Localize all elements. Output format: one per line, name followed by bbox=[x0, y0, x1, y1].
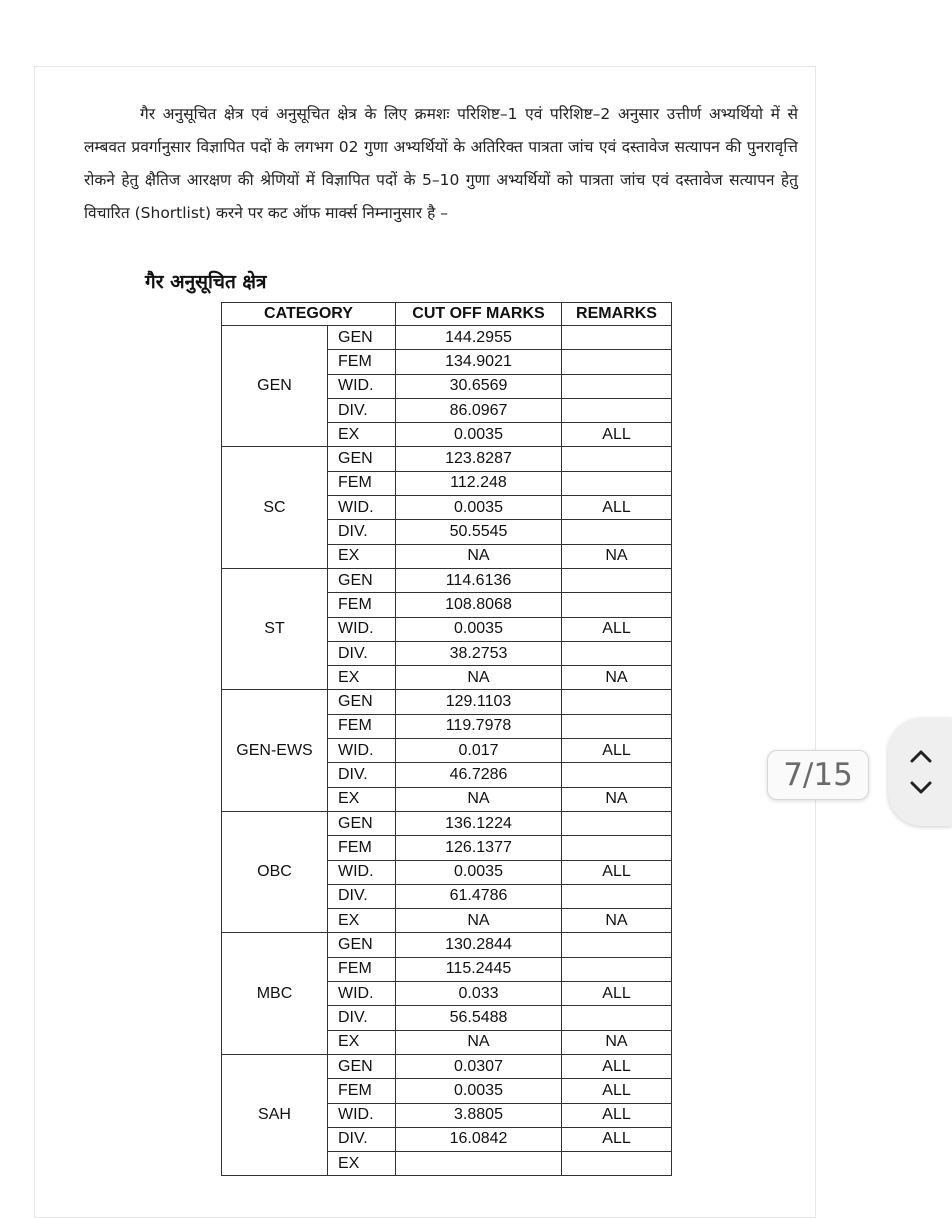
intro-paragraph: गैर अनुसूचित क्षेत्र एवं अनुसूचित क्षेत्र के लिए क्रमशः परिशिष्ट–1 एवं परिशिष्ट–2 अनुसार उत्तीर्ण अभ्यर्थियो में से लम्बवत प्रवर्गानुसार विज्ञापित पदों के लगभग 02 गुणा अभ्यर्थियों के अतिरिक्त पात्रता जांच एवं दस्तावेज सत्यापन की पुनरावृत्ति रोकने हेतु क्षैतिज आरक्षण की श्रेणियों में विज्ञापित पदों के 5–10 गुणा अभ्यर्थियों को पात्रता जांच एवं दस्तावेज सत्यापन हेतु विचारित (Shortlist) करने पर कट ऑफ मार्क्स निम्नानुसार है – bbox=[84, 105, 798, 222]
subcategory-cell: WID. bbox=[328, 496, 396, 520]
chevron-down-icon[interactable] bbox=[908, 774, 934, 800]
header-remarks: REMARKS bbox=[562, 303, 672, 326]
remarks-cell bbox=[562, 471, 672, 495]
subcategory-cell: GEN bbox=[328, 933, 396, 957]
remarks-cell bbox=[562, 714, 672, 738]
cutoff-marks-cell: 0.0035 bbox=[396, 860, 562, 884]
remarks-cell bbox=[562, 398, 672, 422]
cutoff-marks-cell: 115.2445 bbox=[396, 957, 562, 981]
table-row bbox=[222, 1054, 672, 1078]
remarks-cell: NA bbox=[562, 666, 672, 690]
remarks-cell bbox=[562, 374, 672, 398]
subcategory-cell: GEN bbox=[328, 568, 396, 592]
subcategory-cell: FEM bbox=[328, 471, 396, 495]
remarks-cell bbox=[562, 641, 672, 665]
cutoff-table bbox=[221, 302, 672, 1176]
section-heading: गैर अनुसूचित क्षेत्र bbox=[145, 271, 267, 293]
cutoff-marks-cell: 46.7286 bbox=[396, 763, 562, 787]
subcategory-cell: FEM bbox=[328, 593, 396, 617]
cutoff-marks-cell: 0.0307 bbox=[396, 1054, 562, 1078]
table-body bbox=[222, 326, 672, 1176]
cutoff-marks-cell bbox=[396, 1152, 562, 1176]
cutoff-marks-cell: 112.248 bbox=[396, 471, 562, 495]
subcategory-cell: WID. bbox=[328, 860, 396, 884]
subcategory-cell: EX bbox=[328, 544, 396, 568]
subcategory-cell: DIV. bbox=[328, 763, 396, 787]
remarks-cell: ALL bbox=[562, 1054, 672, 1078]
cutoff-marks-cell: 3.8805 bbox=[396, 1103, 562, 1127]
remarks-cell: NA bbox=[562, 909, 672, 933]
remarks-cell: NA bbox=[562, 1030, 672, 1054]
subcategory-cell: DIV. bbox=[328, 520, 396, 544]
cutoff-marks-cell: 0.017 bbox=[396, 739, 562, 763]
table-row bbox=[222, 326, 672, 350]
subcategory-cell: EX bbox=[328, 1030, 396, 1054]
subcategory-cell: EX bbox=[328, 423, 396, 447]
subcategory-cell: WID. bbox=[328, 617, 396, 641]
subcategory-cell: GEN bbox=[328, 326, 396, 350]
subcategory-cell: WID. bbox=[328, 374, 396, 398]
remarks-cell bbox=[562, 326, 672, 350]
cutoff-marks-cell: 119.7978 bbox=[396, 714, 562, 738]
subcategory-cell: DIV. bbox=[328, 884, 396, 908]
subcategory-cell: GEN bbox=[328, 447, 396, 471]
category-cell: ST bbox=[222, 568, 328, 689]
subcategory-cell: FEM bbox=[328, 957, 396, 981]
subcategory-cell: WID. bbox=[328, 739, 396, 763]
subcategory-cell: EX bbox=[328, 787, 396, 811]
cutoff-marks-cell: NA bbox=[396, 909, 562, 933]
header-cutoff-marks: CUT OFF MARKS bbox=[396, 303, 562, 326]
remarks-cell: ALL bbox=[562, 423, 672, 447]
category-cell: MBC bbox=[222, 933, 328, 1054]
category-cell: SAH bbox=[222, 1054, 328, 1175]
remarks-cell: ALL bbox=[562, 1079, 672, 1103]
cutoff-marks-cell: 134.9021 bbox=[396, 350, 562, 374]
cutoff-marks-cell: 0.033 bbox=[396, 982, 562, 1006]
cutoff-marks-cell: NA bbox=[396, 666, 562, 690]
cutoff-marks-cell: 0.0035 bbox=[396, 496, 562, 520]
subcategory-cell: GEN bbox=[328, 811, 396, 835]
cutoff-marks-cell: 16.0842 bbox=[396, 1127, 562, 1151]
cutoff-marks-cell: NA bbox=[396, 1030, 562, 1054]
remarks-cell: ALL bbox=[562, 1103, 672, 1127]
cutoff-marks-cell: 38.2753 bbox=[396, 641, 562, 665]
remarks-cell bbox=[562, 933, 672, 957]
subcategory-cell: FEM bbox=[328, 1079, 396, 1103]
category-cell: GEN-EWS bbox=[222, 690, 328, 811]
page-indicator: 7/15 bbox=[767, 750, 869, 800]
subcategory-cell: DIV. bbox=[328, 641, 396, 665]
table-row bbox=[222, 690, 672, 714]
cutoff-marks-cell: 0.0035 bbox=[396, 617, 562, 641]
cutoff-marks-cell: NA bbox=[396, 787, 562, 811]
cutoff-marks-cell: 0.0035 bbox=[396, 423, 562, 447]
remarks-cell: NA bbox=[562, 787, 672, 811]
cutoff-marks-cell: 108.8068 bbox=[396, 593, 562, 617]
subcategory-cell: WID. bbox=[328, 1103, 396, 1127]
table-row bbox=[222, 811, 672, 835]
remarks-cell bbox=[562, 836, 672, 860]
remarks-cell: ALL bbox=[562, 982, 672, 1006]
remarks-cell bbox=[562, 520, 672, 544]
remarks-cell bbox=[562, 690, 672, 714]
subcategory-cell: EX bbox=[328, 909, 396, 933]
cutoff-marks-cell: 123.8287 bbox=[396, 447, 562, 471]
remarks-cell bbox=[562, 350, 672, 374]
page-nav-control[interactable] bbox=[888, 718, 952, 826]
remarks-cell: ALL bbox=[562, 617, 672, 641]
subcategory-cell: DIV. bbox=[328, 1006, 396, 1030]
cutoff-marks-cell: NA bbox=[396, 544, 562, 568]
subcategory-cell: EX bbox=[328, 1152, 396, 1176]
remarks-cell bbox=[562, 1006, 672, 1030]
remarks-cell bbox=[562, 884, 672, 908]
cutoff-marks-cell: 129.1103 bbox=[396, 690, 562, 714]
cutoff-marks-cell: 114.6136 bbox=[396, 568, 562, 592]
remarks-cell: ALL bbox=[562, 496, 672, 520]
header-category: CATEGORY bbox=[222, 303, 396, 326]
cutoff-marks-cell: 130.2844 bbox=[396, 933, 562, 957]
cutoff-marks-cell: 86.0967 bbox=[396, 398, 562, 422]
table-row bbox=[222, 933, 672, 957]
cutoff-marks-cell: 30.6569 bbox=[396, 374, 562, 398]
remarks-cell: NA bbox=[562, 544, 672, 568]
remarks-cell: ALL bbox=[562, 1127, 672, 1151]
subcategory-cell: DIV. bbox=[328, 398, 396, 422]
subcategory-cell: FEM bbox=[328, 836, 396, 860]
remarks-cell: ALL bbox=[562, 739, 672, 763]
category-cell: SC bbox=[222, 447, 328, 568]
chevron-up-icon[interactable] bbox=[908, 744, 934, 770]
remarks-cell bbox=[562, 568, 672, 592]
subcategory-cell: GEN bbox=[328, 1054, 396, 1078]
table-header-row bbox=[222, 303, 672, 326]
remarks-cell bbox=[562, 447, 672, 471]
remarks-cell bbox=[562, 763, 672, 787]
cutoff-marks-cell: 0.0035 bbox=[396, 1079, 562, 1103]
table-row bbox=[222, 447, 672, 471]
category-cell: GEN bbox=[222, 326, 328, 447]
subcategory-cell: FEM bbox=[328, 350, 396, 374]
cutoff-marks-cell: 50.5545 bbox=[396, 520, 562, 544]
remarks-cell bbox=[562, 593, 672, 617]
subcategory-cell: GEN bbox=[328, 690, 396, 714]
remarks-cell bbox=[562, 957, 672, 981]
subcategory-cell: DIV. bbox=[328, 1127, 396, 1151]
remarks-cell: ALL bbox=[562, 860, 672, 884]
cutoff-marks-cell: 56.5488 bbox=[396, 1006, 562, 1030]
cutoff-marks-cell: 136.1224 bbox=[396, 811, 562, 835]
cutoff-marks-cell: 126.1377 bbox=[396, 836, 562, 860]
remarks-cell bbox=[562, 1152, 672, 1176]
remarks-cell bbox=[562, 811, 672, 835]
category-cell: OBC bbox=[222, 811, 328, 932]
table-row bbox=[222, 568, 672, 592]
cutoff-marks-cell: 61.4786 bbox=[396, 884, 562, 908]
subcategory-cell: WID. bbox=[328, 982, 396, 1006]
cutoff-marks-cell: 144.2955 bbox=[396, 326, 562, 350]
subcategory-cell: EX bbox=[328, 666, 396, 690]
subcategory-cell: FEM bbox=[328, 714, 396, 738]
